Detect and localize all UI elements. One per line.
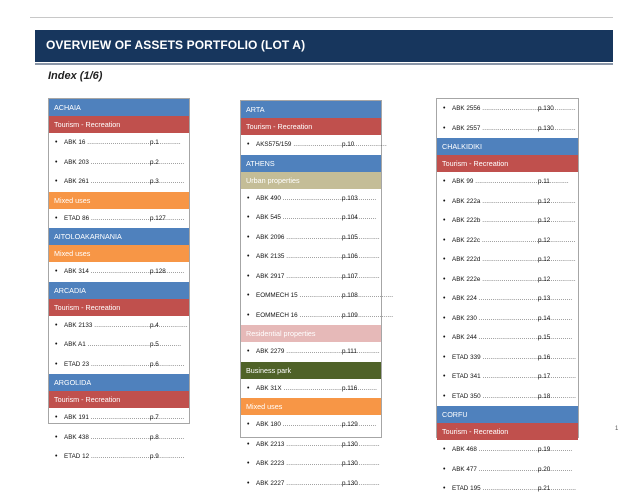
page-reference: p.106 xyxy=(342,253,358,261)
bullet-icon: • xyxy=(55,360,58,368)
page-reference: p.2 xyxy=(150,158,159,166)
bullet-icon: • xyxy=(443,105,446,113)
asset-entry xyxy=(49,335,189,355)
asset-entry xyxy=(241,454,381,474)
asset-list xyxy=(49,209,189,229)
asset-entry xyxy=(437,348,578,368)
region-header: ARTA xyxy=(241,101,381,118)
index-column-2 xyxy=(240,100,382,487)
bullet-icon: • xyxy=(247,141,250,149)
bullet-icon: • xyxy=(55,433,58,441)
asset-list xyxy=(241,342,381,362)
asset-entry xyxy=(241,286,381,306)
top-divider xyxy=(30,17,613,18)
page-reference: p.130 xyxy=(342,479,358,487)
asset-code: ABK 314 ..... xyxy=(64,268,146,275)
bullet-icon: • xyxy=(55,321,58,329)
bullet-icon: • xyxy=(247,194,250,202)
asset-entry xyxy=(241,189,381,209)
page-reference: p.109 xyxy=(342,311,358,319)
asset-entry xyxy=(437,440,578,460)
page-reference: p.12 xyxy=(538,256,551,264)
page-reference: p.5 xyxy=(150,341,159,349)
asset-code: ETAD 341 ..... xyxy=(452,373,534,380)
asset-entry xyxy=(49,153,189,173)
asset-code: ABK 99 ..... xyxy=(452,178,534,185)
bullet-icon: • xyxy=(443,334,446,342)
page-reference: p.130 xyxy=(538,105,554,113)
bullet-icon: • xyxy=(55,341,58,349)
category-header: Tourism - Recreation xyxy=(49,116,189,133)
bullet-icon: • xyxy=(443,197,446,205)
page-reference: p.130 xyxy=(342,440,358,448)
page-reference: p.130 xyxy=(538,124,554,132)
asset-entry xyxy=(437,367,578,387)
asset-code: ABK 222e ..... xyxy=(452,276,534,283)
region-header: ACHAIA xyxy=(49,99,189,116)
asset-code: ABK 222d ..... xyxy=(452,256,534,263)
page-reference: p.12 xyxy=(538,275,551,283)
asset-entry xyxy=(241,267,381,287)
asset-code: ABK 545 ..... xyxy=(256,214,338,221)
page-reference: p.6 xyxy=(150,360,159,368)
page-reference: p.8 xyxy=(150,433,159,441)
asset-list xyxy=(49,262,189,282)
bullet-icon: • xyxy=(247,421,250,429)
asset-code: ETAD 12 ..... xyxy=(64,453,146,460)
category-header: Tourism - Recreation xyxy=(49,391,189,408)
bullet-icon: • xyxy=(443,373,446,381)
asset-list xyxy=(437,99,578,138)
bullet-icon: • xyxy=(247,253,250,261)
page-reference: p.116 xyxy=(342,384,358,392)
bullet-icon: • xyxy=(247,440,250,448)
asset-list xyxy=(49,316,189,375)
page-reference: p.111 xyxy=(342,348,357,356)
asset-entry xyxy=(437,231,578,251)
asset-code: ABK 2213 ..... xyxy=(256,441,338,448)
asset-entry xyxy=(241,208,381,228)
asset-code: ABK 222b ..... xyxy=(452,217,534,224)
page-reference: p.105 xyxy=(342,233,358,241)
asset-list xyxy=(241,135,381,155)
asset-code: EOMMECH 16 ..... xyxy=(256,312,338,319)
page-reference: p.104 xyxy=(342,214,358,222)
page-reference: p.19 xyxy=(538,446,551,454)
region-header: CORFU xyxy=(437,406,578,423)
index-column-3 xyxy=(436,98,579,493)
asset-code: ABK 438 ..... xyxy=(64,434,146,441)
category-header: Business park xyxy=(241,362,381,379)
bullet-icon: • xyxy=(247,479,250,487)
bullet-icon: • xyxy=(443,236,446,244)
asset-code: ABK 2227 ..... xyxy=(256,480,338,487)
asset-code: ABK 2556 ..... xyxy=(452,105,534,112)
bullet-icon: • xyxy=(443,446,446,454)
asset-code: ETAD 86 ..... xyxy=(64,215,146,222)
page-reference: p.103 xyxy=(342,194,358,202)
asset-entry xyxy=(437,479,578,499)
asset-code: AKS575/159 ..... xyxy=(256,141,338,148)
category-header: Tourism - Recreation xyxy=(241,118,381,135)
asset-entry xyxy=(437,119,578,139)
asset-code: ABK 2557 ..... xyxy=(452,125,534,132)
asset-code: ABK 203 ..... xyxy=(64,159,146,166)
bullet-icon: • xyxy=(443,124,446,132)
asset-entry xyxy=(437,99,578,119)
bullet-icon: • xyxy=(247,348,250,356)
asset-list xyxy=(241,189,381,326)
asset-list xyxy=(437,440,578,499)
asset-code: ABK 31X ..... xyxy=(256,385,338,392)
page-reference: p.20 xyxy=(538,465,551,473)
asset-entry xyxy=(241,474,381,494)
asset-entry xyxy=(241,247,381,267)
asset-entry xyxy=(49,133,189,153)
category-header: Tourism - Recreation xyxy=(437,155,578,172)
page-reference: p.130 xyxy=(342,460,358,468)
asset-code: ABK 2133 ..... xyxy=(64,322,146,329)
asset-entry xyxy=(49,355,189,375)
page-reference: p.1 xyxy=(150,139,159,147)
asset-code: ABK 222a ..... xyxy=(452,198,534,205)
index-subtitle: Index (1/6) xyxy=(48,70,103,82)
asset-entry xyxy=(49,316,189,336)
asset-code: ETAD 23 ..... xyxy=(64,361,146,368)
region-header: ATHENS xyxy=(241,155,381,172)
page-reference: p.17 xyxy=(538,373,551,381)
asset-entry xyxy=(437,211,578,231)
asset-entry xyxy=(437,387,578,407)
asset-entry xyxy=(437,192,578,212)
asset-list xyxy=(241,379,381,399)
bullet-icon: • xyxy=(247,233,250,241)
asset-code: ABK A1 ..... xyxy=(64,341,146,348)
bullet-icon: • xyxy=(55,158,58,166)
region-header: ARCADIA xyxy=(49,282,189,299)
region-header: CHALKIDIKI xyxy=(437,138,578,155)
asset-entry xyxy=(437,460,578,480)
bullet-icon: • xyxy=(55,453,58,461)
page-reference: p.12 xyxy=(538,197,551,205)
asset-code: ABK 191 ..... xyxy=(64,414,146,421)
asset-entry xyxy=(241,435,381,455)
category-header: Mixed uses xyxy=(49,192,189,209)
page-reference: p.16 xyxy=(538,353,551,361)
page-reference: p.12 xyxy=(538,236,551,244)
bullet-icon: • xyxy=(247,311,250,319)
asset-entry xyxy=(241,379,381,399)
page-reference: p.18 xyxy=(538,392,551,400)
page-reference: p.10 xyxy=(342,141,355,149)
bullet-icon: • xyxy=(247,384,250,392)
asset-code: ABK 261 ..... xyxy=(64,178,146,185)
asset-entry xyxy=(241,342,381,362)
asset-entry xyxy=(437,289,578,309)
asset-entry xyxy=(437,250,578,270)
bullet-icon: • xyxy=(55,214,58,222)
page-title: OVERVIEW OF ASSETS PORTFOLIO (LOT A) xyxy=(46,38,306,52)
asset-entry xyxy=(241,135,381,155)
asset-code: ABK 2135 ..... xyxy=(256,253,338,260)
asset-code: ABK 224 ..... xyxy=(452,295,534,302)
asset-entry xyxy=(49,172,189,192)
asset-list xyxy=(241,415,381,493)
bullet-icon: • xyxy=(247,272,250,280)
bullet-icon: • xyxy=(443,314,446,322)
category-header: Mixed uses xyxy=(49,245,189,262)
page-reference: p.14 xyxy=(538,314,551,322)
page-reference: p.128 xyxy=(150,268,166,276)
asset-entry xyxy=(49,428,189,448)
bullet-icon: • xyxy=(443,353,446,361)
asset-entry xyxy=(241,306,381,326)
asset-code: ETAD 350 ..... xyxy=(452,393,534,400)
asset-entry xyxy=(241,415,381,435)
bullet-icon: • xyxy=(247,214,250,222)
asset-code: ETAD 339 ..... xyxy=(452,354,534,361)
category-header: Tourism - Recreation xyxy=(49,299,189,316)
asset-code: ABK 16 ..... xyxy=(64,139,146,146)
page-reference: p.3 xyxy=(150,178,159,186)
page-reference: p.107 xyxy=(342,272,358,280)
asset-code: ABK 180 ..... xyxy=(256,421,338,428)
bullet-icon: • xyxy=(443,256,446,264)
page-reference: p.129 xyxy=(342,421,358,429)
asset-entry xyxy=(437,270,578,290)
page-reference: p.108 xyxy=(342,292,358,300)
page-reference: p.21 xyxy=(538,485,551,493)
asset-list xyxy=(437,172,578,406)
asset-code: ABK 2223 ..... xyxy=(256,460,338,467)
asset-code: ABK 2096 ..... xyxy=(256,234,338,241)
asset-code: EOMMECH 15 ..... xyxy=(256,292,338,299)
asset-code: ABK 2917 ..... xyxy=(256,273,338,280)
bullet-icon: • xyxy=(443,392,446,400)
bullet-icon: • xyxy=(247,460,250,468)
page-reference: p.11 xyxy=(538,178,550,186)
page-reference: p.7 xyxy=(150,414,159,422)
asset-entry xyxy=(437,172,578,192)
page-reference: p.13 xyxy=(538,295,551,303)
asset-entry xyxy=(241,228,381,248)
bullet-icon: • xyxy=(443,178,446,186)
title-underline xyxy=(35,63,613,65)
slide-number: 1 xyxy=(615,426,619,432)
asset-code: ABK 2279 ..... xyxy=(256,348,338,355)
asset-entry xyxy=(437,328,578,348)
asset-list xyxy=(49,408,189,467)
asset-entry xyxy=(49,408,189,428)
bullet-icon: • xyxy=(55,414,58,422)
bullet-icon: • xyxy=(55,139,58,147)
asset-entry xyxy=(49,447,189,467)
index-column-1 xyxy=(48,98,190,461)
asset-list xyxy=(49,133,189,192)
asset-code: ABK 230 ..... xyxy=(452,315,534,322)
asset-code: ETAD 195 ..... xyxy=(452,485,534,492)
asset-code: ABK 490 ..... xyxy=(256,195,338,202)
bullet-icon: • xyxy=(443,465,446,473)
page-reference: p.4 xyxy=(150,321,159,329)
page-reference: p.9 xyxy=(150,453,159,461)
page-reference: p.15 xyxy=(538,334,551,342)
bullet-icon: • xyxy=(55,178,58,186)
asset-code: ABK 222c ..... xyxy=(452,237,534,244)
asset-entry xyxy=(437,309,578,329)
category-header: Mixed uses xyxy=(241,398,381,415)
asset-entry xyxy=(49,209,189,229)
bullet-icon: • xyxy=(55,268,58,276)
region-header: AITOLOAKARNANIA xyxy=(49,228,189,245)
asset-code: ABK 477 ..... xyxy=(452,466,534,473)
bullet-icon: • xyxy=(443,295,446,303)
asset-code: ABK 244 ..... xyxy=(452,334,534,341)
page-reference: p.127 xyxy=(150,214,166,222)
page-reference: p.12 xyxy=(538,217,551,225)
bullet-icon: • xyxy=(443,217,446,225)
bullet-icon: • xyxy=(443,275,446,283)
category-header: Residential properties xyxy=(241,325,381,342)
asset-entry xyxy=(49,262,189,282)
asset-code: ABK 468 ..... xyxy=(452,446,534,453)
category-header: Tourism - Recreation xyxy=(437,423,578,440)
region-header: ARGOLIDA xyxy=(49,374,189,391)
bullet-icon: • xyxy=(247,292,250,300)
category-header: Urban properties xyxy=(241,172,381,189)
bullet-icon: • xyxy=(443,485,446,493)
